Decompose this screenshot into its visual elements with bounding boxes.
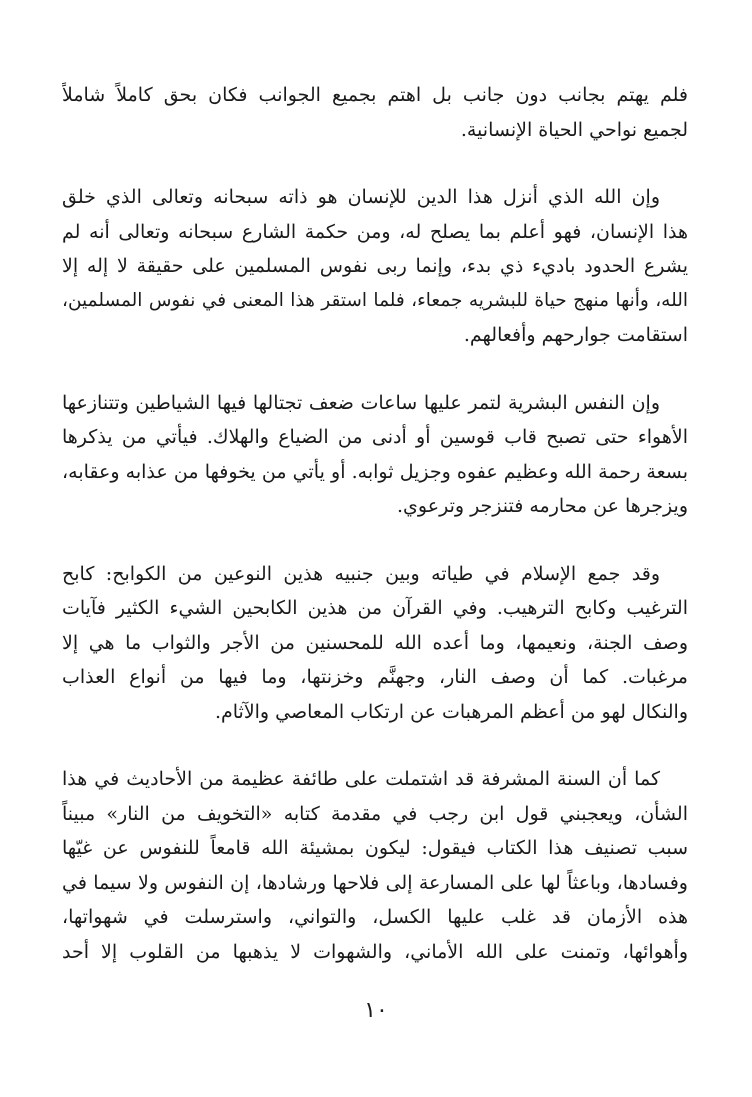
paragraph-3	[62, 386, 688, 524]
text-line: الله، وأنها منهج حياة للبشريه جمعاء، فلما استقر هذا المعنى في نفوس المسلمين،	[62, 289, 688, 311]
text-line: بسعة رحمة الله وعظيم عفوه وجزيل ثوابه. أو يأتي من يخوفها من عذابه وعقابه،	[62, 460, 688, 483]
paragraph-4	[62, 557, 688, 730]
paragraph-2	[62, 180, 688, 353]
text-line: وفسادها، وباعثاً لها على المسارعة إلى فلاحها ورشادها، إن النفوس ولا سيما في	[62, 871, 688, 894]
text-line: وقد جمع الإسلام في طياته وبين جنبيه هذين النوعين من الكوابح: كابح	[62, 562, 660, 585]
text-line: وإن النفس البشرية لتمر عليها ساعات ضعف تجتالها فيها الشياطين وتتنازعها	[62, 391, 660, 414]
text-line: فلم يهتم بجانب دون جانب بل اهتم بجميع الجوانب فكان بحق كاملاً شاملاً	[62, 84, 688, 106]
text-line: وأهوائها، وتمنت على الله الأماني، والشهوات لا يذهبها من القلوب إلا أحد	[62, 940, 688, 963]
page-number: ١٠	[364, 998, 388, 1023]
text-line: الشأن، ويعجبني قول ابن رجب في مقدمة كتابه «التخويف من النار» مبيناً	[62, 802, 688, 825]
text-line: لجميع نواحي الحياة الإنسانية.	[460, 118, 688, 141]
text-line: الأهواء حتى تصبح قاب قوسين أو أدنى من الضياع والهلاك. فيأتي من يذكرها	[62, 426, 688, 448]
paragraph-5	[62, 762, 688, 969]
text-line: وإن الله الذي أنزل هذا الدين للإنسان هو ذاته سبحانه وتعالى الذي خلق	[62, 186, 660, 208]
page-body	[62, 78, 688, 1002]
text-line: هذه الأزمان قد غلب عليها الكسل، والتواني، واسترسلت في شهواتها،	[62, 906, 688, 928]
text-line: والنكال لهو من أعظم المرهبات عن ارتكاب المعاصي والآثام.	[214, 700, 688, 723]
text-line: سبب تصنيف هذا الكتاب فيقول: ليكون بمشيئة الله قامعاً للنفوس عن غيّها	[62, 837, 688, 859]
text-line: كما أن السنة المشرفة قد اشتملت على طائفة عظيمة من الأحاديث في هذا	[62, 768, 660, 790]
text-line: الترغيب وكابح الترهيب. وفي القرآن من هذين الكابحين الشيء الكثير فآيات	[62, 597, 688, 619]
text-line: ويزجرها عن محارمه فتنزجر وترعوي.	[397, 495, 688, 517]
text-line: استقامت جوارحهم وأفعالهم.	[463, 324, 688, 346]
text-line: وصف الجنة، ونعيمها، وما أعده الله للمحسنين من الأجر والثواب ما هي إلا	[62, 631, 688, 654]
paragraph-1	[62, 78, 688, 147]
text-line: هذا الإنسان، فهو أعلم بما يصلح له، ومن حكمة الشارع سبحانه وتعالى أنه لم	[62, 220, 688, 243]
text-line: مرغبات. كما أن وصف النار، وجهنَّم وخزنتها، وما فيها من أنواع العذاب	[62, 666, 688, 688]
text-line: يشرع الحدود باديء ذي بدء، وإنما ربى نفوس المسلمين على حقيقة لا إله إلا	[62, 255, 688, 277]
